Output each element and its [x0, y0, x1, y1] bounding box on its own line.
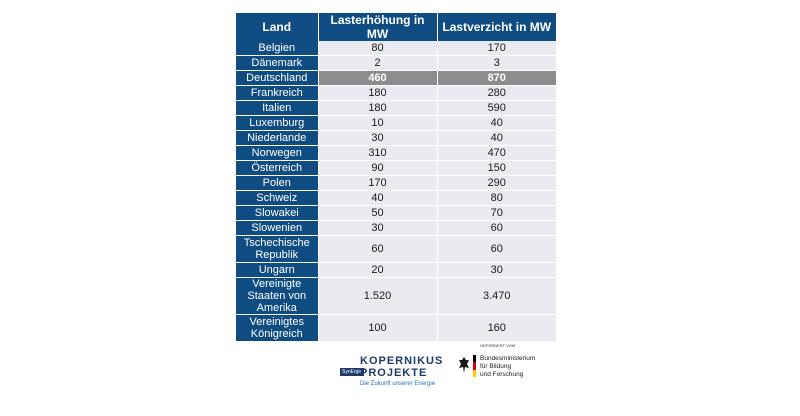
table-row — [236, 116, 556, 131]
cell-land: Belgien — [236, 41, 318, 56]
synergie-badge: SynErgie — [342, 369, 363, 375]
cell-lasterhoehung: 170 — [318, 176, 437, 191]
cell-land: Slowakei — [236, 206, 318, 221]
table-row — [236, 71, 556, 86]
data-table-container — [236, 13, 556, 342]
cell-land: Ungarn — [236, 263, 318, 278]
table-row — [236, 161, 556, 176]
table-row — [236, 176, 556, 191]
cell-lasterhoehung: 180 — [318, 101, 437, 116]
cell-lasterhoehung: 310 — [318, 146, 437, 161]
kopernikus-logo — [340, 355, 460, 391]
cell-lasterhoehung: 30 — [318, 131, 437, 146]
table-body — [236, 41, 556, 342]
bmbf-label: GEFÖRDERT VOM — [480, 343, 516, 348]
cell-lastverzicht: 40 — [437, 131, 556, 146]
cell-land: Dänemark — [236, 56, 318, 71]
table-row — [236, 206, 556, 221]
cell-land: Norwegen — [236, 146, 318, 161]
cell-lastverzicht: 170 — [437, 41, 556, 56]
cell-lasterhoehung: 180 — [318, 86, 437, 101]
cell-lasterhoehung: 460 — [318, 71, 437, 86]
header-land: Land — [236, 13, 318, 41]
table-row — [236, 236, 556, 263]
cell-land: Österreich — [236, 161, 318, 176]
table-row — [236, 221, 556, 236]
cell-lastverzicht: 30 — [437, 263, 556, 278]
cell-lasterhoehung: 40 — [318, 191, 437, 206]
cell-lastverzicht: 70 — [437, 206, 556, 221]
cell-lastverzicht: 3.470 — [437, 278, 556, 315]
german-flag-bar — [473, 355, 476, 377]
cell-land: Slowenien — [236, 221, 318, 236]
cell-lastverzicht: 590 — [437, 101, 556, 116]
cell-land: Schweiz — [236, 191, 318, 206]
table-row — [236, 315, 556, 342]
cell-lastverzicht: 80 — [437, 191, 556, 206]
eagle-icon — [458, 355, 470, 375]
bmbf-name: Bundesministerium für Bildung und Forschung — [480, 355, 536, 378]
cell-land: Luxemburg — [236, 116, 318, 131]
cell-lastverzicht: 60 — [437, 236, 556, 263]
table-row — [236, 41, 556, 56]
kopernikus-title-2: PROJEKTE — [360, 367, 428, 379]
load-flexibility-table — [236, 13, 556, 342]
cell-land: Vereinigtes Königreich — [236, 315, 318, 342]
kopernikus-title: KOPERNIKUS — [360, 355, 444, 367]
kopernikus-subtitle: Die Zukunft unserer Energie — [360, 381, 436, 387]
cell-land: Tschechische Republik — [236, 236, 318, 263]
table-row — [236, 86, 556, 101]
footer-logos — [340, 343, 580, 393]
cell-lasterhoehung: 30 — [318, 221, 437, 236]
table-row — [236, 131, 556, 146]
cell-lastverzicht: 3 — [437, 56, 556, 71]
cell-lasterhoehung: 100 — [318, 315, 437, 342]
table-row — [236, 191, 556, 206]
cell-lastverzicht: 290 — [437, 176, 556, 191]
cell-lasterhoehung: 20 — [318, 263, 437, 278]
cell-land: Italien — [236, 101, 318, 116]
cell-land: Deutschland — [236, 71, 318, 86]
cell-land: Frankreich — [236, 86, 318, 101]
cell-lastverzicht: 60 — [437, 221, 556, 236]
table-row — [236, 263, 556, 278]
table-header-row — [236, 13, 556, 41]
header-lasterhoehung: Lasterhöhung in MW — [318, 13, 437, 41]
cell-land: Polen — [236, 176, 318, 191]
cell-lastverzicht: 470 — [437, 146, 556, 161]
cell-lastverzicht: 870 — [437, 71, 556, 86]
cell-land: Vereinigte Staaten von Amerika — [236, 278, 318, 315]
table-row — [236, 56, 556, 71]
cell-lasterhoehung: 1.520 — [318, 278, 437, 315]
cell-lasterhoehung: 90 — [318, 161, 437, 176]
cell-lasterhoehung: 10 — [318, 116, 437, 131]
cell-lastverzicht: 280 — [437, 86, 556, 101]
cell-lasterhoehung: 80 — [318, 41, 437, 56]
cell-lasterhoehung: 50 — [318, 206, 437, 221]
cell-lastverzicht: 40 — [437, 116, 556, 131]
cell-lastverzicht: 150 — [437, 161, 556, 176]
cell-lastverzicht: 160 — [437, 315, 556, 342]
table-row — [236, 278, 556, 315]
table-row — [236, 101, 556, 116]
header-lastverzicht: Lastverzicht in MW — [437, 13, 556, 41]
cell-lasterhoehung: 60 — [318, 236, 437, 263]
cell-land: Niederlande — [236, 131, 318, 146]
table-row — [236, 146, 556, 161]
cell-lasterhoehung: 2 — [318, 56, 437, 71]
